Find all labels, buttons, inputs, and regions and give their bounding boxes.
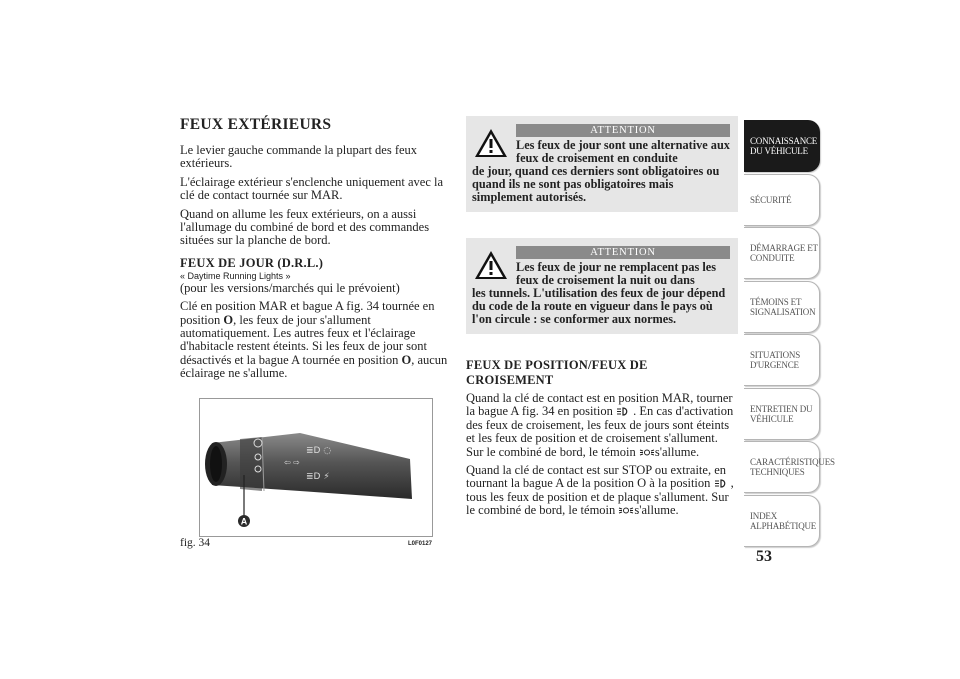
svg-text:≣D ⚡: ≣D ⚡ [306,472,330,482]
right-column [466,116,738,523]
paragraph [466,464,738,518]
paragraph: Le levier gauche commande la plupart des feux extérieurs. [180,143,418,171]
paragraph [180,300,452,380]
subsection-title: FEUX DE JOUR (D.R.L.) [180,255,324,270]
chapter-tabs [744,120,835,548]
warning-first-line: Les feux de jour sont une alternative aux feux de croisement en conduite [516,138,730,165]
svg-text:⇦ ⇨: ⇦ ⇨ [284,458,300,467]
warning-text [472,139,730,204]
paragraph: (pour les versions/marchés qui le prévoient) [180,280,400,295]
text: , tous les feux de position et de plaque s'allument. Sur le combiné de bord, le témoin [466,476,734,518]
left-column [180,116,452,386]
paragraph [466,392,738,459]
tab-demarrage[interactable]: DÉMARRAGE ET CONDUITE [744,227,820,279]
warning-box [466,238,738,334]
dipped-beam-icon [616,406,630,417]
warning-rest: les tunnels. L'utilisation des feux de jour dépend du code de la route en vigueur dans le pays où l'on circule : se conformer aux normes. [472,286,726,326]
tab-entretien[interactable]: ENTRETIEN DU VÉHICULE [744,388,820,440]
tab-index[interactable]: INDEX ALPHABÉTIQUE [744,495,820,547]
page-number: 53 [756,548,772,565]
paragraph: L'éclairage extérieur s'enclenche uniquement avec la clé de contact tournée sur MAR. [180,174,444,203]
tab-temoins[interactable]: TÉMOINS ET SIGNALISATION [744,281,820,333]
text: s'allume. [634,503,679,518]
figure-caption: fig. 34 [180,537,211,549]
text: . En cas d'activation des feux de croisement, les feux de jours sont éteints et les feux de position et de croisement s'allument. Sur le combiné de bord, le témoin [466,404,734,459]
tab-connaissance[interactable]: CONNAISSANCE DU VÉHICULE [744,120,820,172]
warning-first-line: Les feux de jour ne remplacent pas les feux de croisement la nuit ou dans [516,260,717,287]
text: Quand la clé de contact est sur STOP ou extraite, en tournant la bague A de la position O à la position [466,463,726,491]
warning-box [466,116,738,212]
light-stalk-illustration [200,399,432,536]
subsection-note: « Daytime Running Lights » [180,270,291,281]
subsection-title: FEUX DE POSITION/FEUX DE CROISEMENT [466,358,648,387]
warning-heading: ATTENTION [516,124,730,137]
position-o: O [401,352,412,367]
position-o: O [223,312,234,327]
tab-urgence[interactable]: SITUATIONS D'URGENCE [744,334,820,386]
figure-34 [199,398,433,537]
section-title: FEUX EXTÉRIEURS [180,116,332,133]
svg-text:≣D ◌: ≣D ◌ [306,446,332,456]
figure-code: L0F0127 [408,541,433,547]
text: , les feux de jour s'allument automatiquement. Les autres feux et l'éclairage d'habitacle restent éteints. Si les feux de jour sont désactivés et la bague A tournée en position [180,312,427,367]
warning-rest: de jour, quand ces derniers sont obligatoires ou quand ils ne sont pas obligatoires mais simplement autorisés. [472,164,720,204]
tab-caracteristiques[interactable]: CARACTÉRISTIQUES TECHNIQUES [744,441,820,493]
position-lights-icon [639,447,655,458]
warning-triangle-icon [474,250,508,280]
dipped-beam-icon [714,478,728,489]
warning-heading: ATTENTION [516,246,730,259]
text: Clé en position MAR et bague A fig. 34 tournée en position [180,299,435,327]
position-lights-icon [618,505,634,516]
text: Quand la clé de contact est en position MAR, tourner la bague A fig. 34 en position [466,391,733,419]
text: s'allume. [654,444,700,459]
figure-label: A [240,516,248,527]
warning-triangle-icon [474,128,508,158]
tab-securite[interactable]: SÉCURITÉ [744,174,820,226]
paragraph: Quand on allume les feux extérieurs, on a aussi l'allumage du combiné de bord et des commandes situées sur la planche de bord. [180,206,430,248]
warning-text [472,261,730,326]
text: , aucun éclairage ne s'allume. [180,352,448,381]
